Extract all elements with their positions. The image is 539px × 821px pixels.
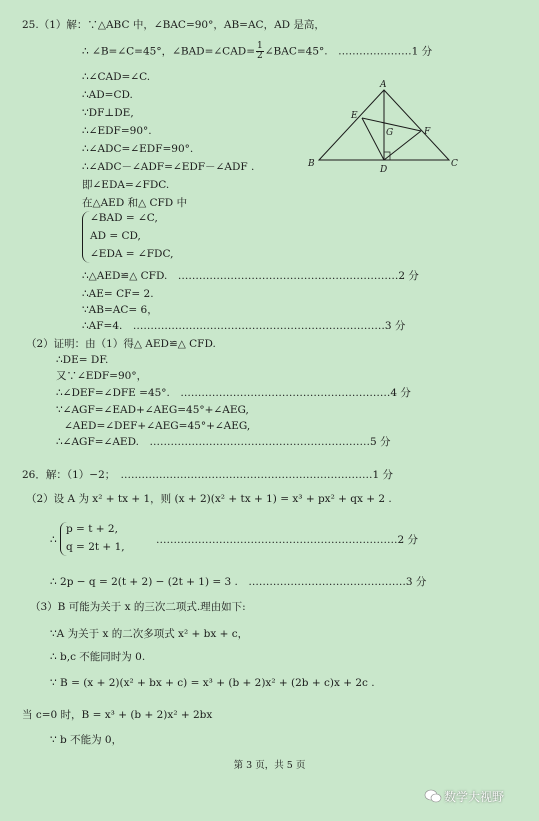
triangle-figure bbox=[300, 76, 470, 176]
q25-line-3: ∴AD=CD. bbox=[82, 89, 133, 101]
q25-part2-line-4: ∵∠AGF=∠EAD+∠AEG=45°+∠AEG, bbox=[56, 404, 249, 416]
q26-line-4: （3）B 可能为关于 x 的三次二项式.理由如下: bbox=[30, 601, 246, 613]
q26-line-5: ∵A 为关于 x 的二次多项式 x² + bx + c， bbox=[50, 628, 249, 640]
q26-therefore: ∴ bbox=[50, 534, 57, 546]
q25-line-2: ∴∠CAD=∠C. bbox=[82, 71, 151, 83]
q25-part2-line-6: ∴∠AGF=∠AED. ………………………………………………………5 分 bbox=[56, 436, 391, 448]
label-c: C bbox=[451, 159, 458, 169]
label-b: B bbox=[308, 159, 315, 169]
q25-line-6: ∴∠ADC=∠EDF=90°. bbox=[82, 143, 194, 155]
q25-line-4: ∵DF⊥DE, bbox=[82, 107, 134, 119]
q25-header: 25.（1）解：∵△ABC 中，∠BAC=90°，AB=AC，AD 是高， bbox=[22, 19, 325, 31]
q25-line-12: ∵AB=AC= 6， bbox=[82, 304, 158, 316]
system-pq: p = t + 2, q = 2t + 1, bbox=[60, 522, 150, 556]
segment-de bbox=[362, 118, 384, 160]
fraction-half: $\frac{1}{2}$ bbox=[257, 41, 263, 61]
page-number: 第 3 页，共 5 页 bbox=[233, 760, 306, 771]
label-e: E bbox=[351, 111, 358, 121]
wechat-icon bbox=[424, 788, 442, 804]
q25-part2-line-5: ∠AED=∠DEF+∠AEG=45°+∠AEG, bbox=[64, 420, 251, 432]
q26-line-8: 当 c=0 时，B = x³ + (b + 2)x² + 2bx bbox=[22, 709, 213, 721]
q25-part2-header: （2）证明：由（1）得△ AED≌△ CFD. bbox=[26, 338, 216, 350]
q26-line-9: ∵ b 不能为 0， bbox=[50, 734, 123, 746]
q26-line-6: ∴ b,c 不能同时为 0. bbox=[50, 651, 146, 663]
q25-line-9: 在△AED 和△ CFD 中 bbox=[82, 197, 188, 209]
watermark-text: 数学大视野 bbox=[444, 790, 505, 804]
q25-line-1: ∴ ∠B=∠C=45°，∠BAD=∠CAD= $\frac{1}{2}$ ∠BAC=45°. …………………1 分 bbox=[82, 41, 433, 61]
q26-line-3: ∴ 2p − q = 2(t + 2) − (2t + 1) = 3 . ………………………………………3 分 bbox=[50, 576, 427, 588]
q25-line-10: ∴△AED≌△ CFD. ………………………………………………………2 分 bbox=[82, 270, 419, 282]
q25-line-7: ∴∠ADC－∠ADF=∠EDF－∠ADF . bbox=[82, 161, 255, 173]
q25-line-5: ∴∠EDF=90°. bbox=[82, 125, 152, 137]
q25-line-8: 即∠EDA=∠FDC. bbox=[82, 179, 170, 191]
q26-header: 26．解：（1）−2； ………………………………………………………………1 分 bbox=[22, 469, 394, 481]
label-g: G bbox=[386, 128, 394, 138]
q25-part2-line-1: ∴DE= DF. bbox=[56, 354, 109, 366]
label-a: A bbox=[380, 80, 387, 90]
label-f: F bbox=[424, 127, 431, 137]
q25-part2-line-3: ∴∠DEF=∠DFE =45°. ……………………………………………………4 分 bbox=[56, 387, 411, 399]
q26-line-7: ∵ B = (x + 2)(x² + bx + c) = x³ + (b + 2)x² + (2b + c)x + 2c . bbox=[50, 677, 375, 689]
q25-line-11: ∴AE= CF= 2. bbox=[82, 288, 154, 300]
q26-score-2: ……………………………………………………………2 分 bbox=[156, 534, 419, 546]
q25-line-13: ∴AF=4. ………………………………………………………………3 分 bbox=[82, 320, 406, 332]
q25-part2-line-2: 又∵∠EDF=90°， bbox=[56, 370, 148, 382]
q26-line-1: （2）设 A 为 x² + tx + 1，则 (x + 2)(x² + tx + 1) = x³ + px² + qx + 2 . bbox=[26, 493, 392, 505]
label-d: D bbox=[380, 165, 388, 175]
congruence-conditions: ∠BAD = ∠C, AD = CD, ∠EDA = ∠FDC, bbox=[82, 211, 172, 263]
